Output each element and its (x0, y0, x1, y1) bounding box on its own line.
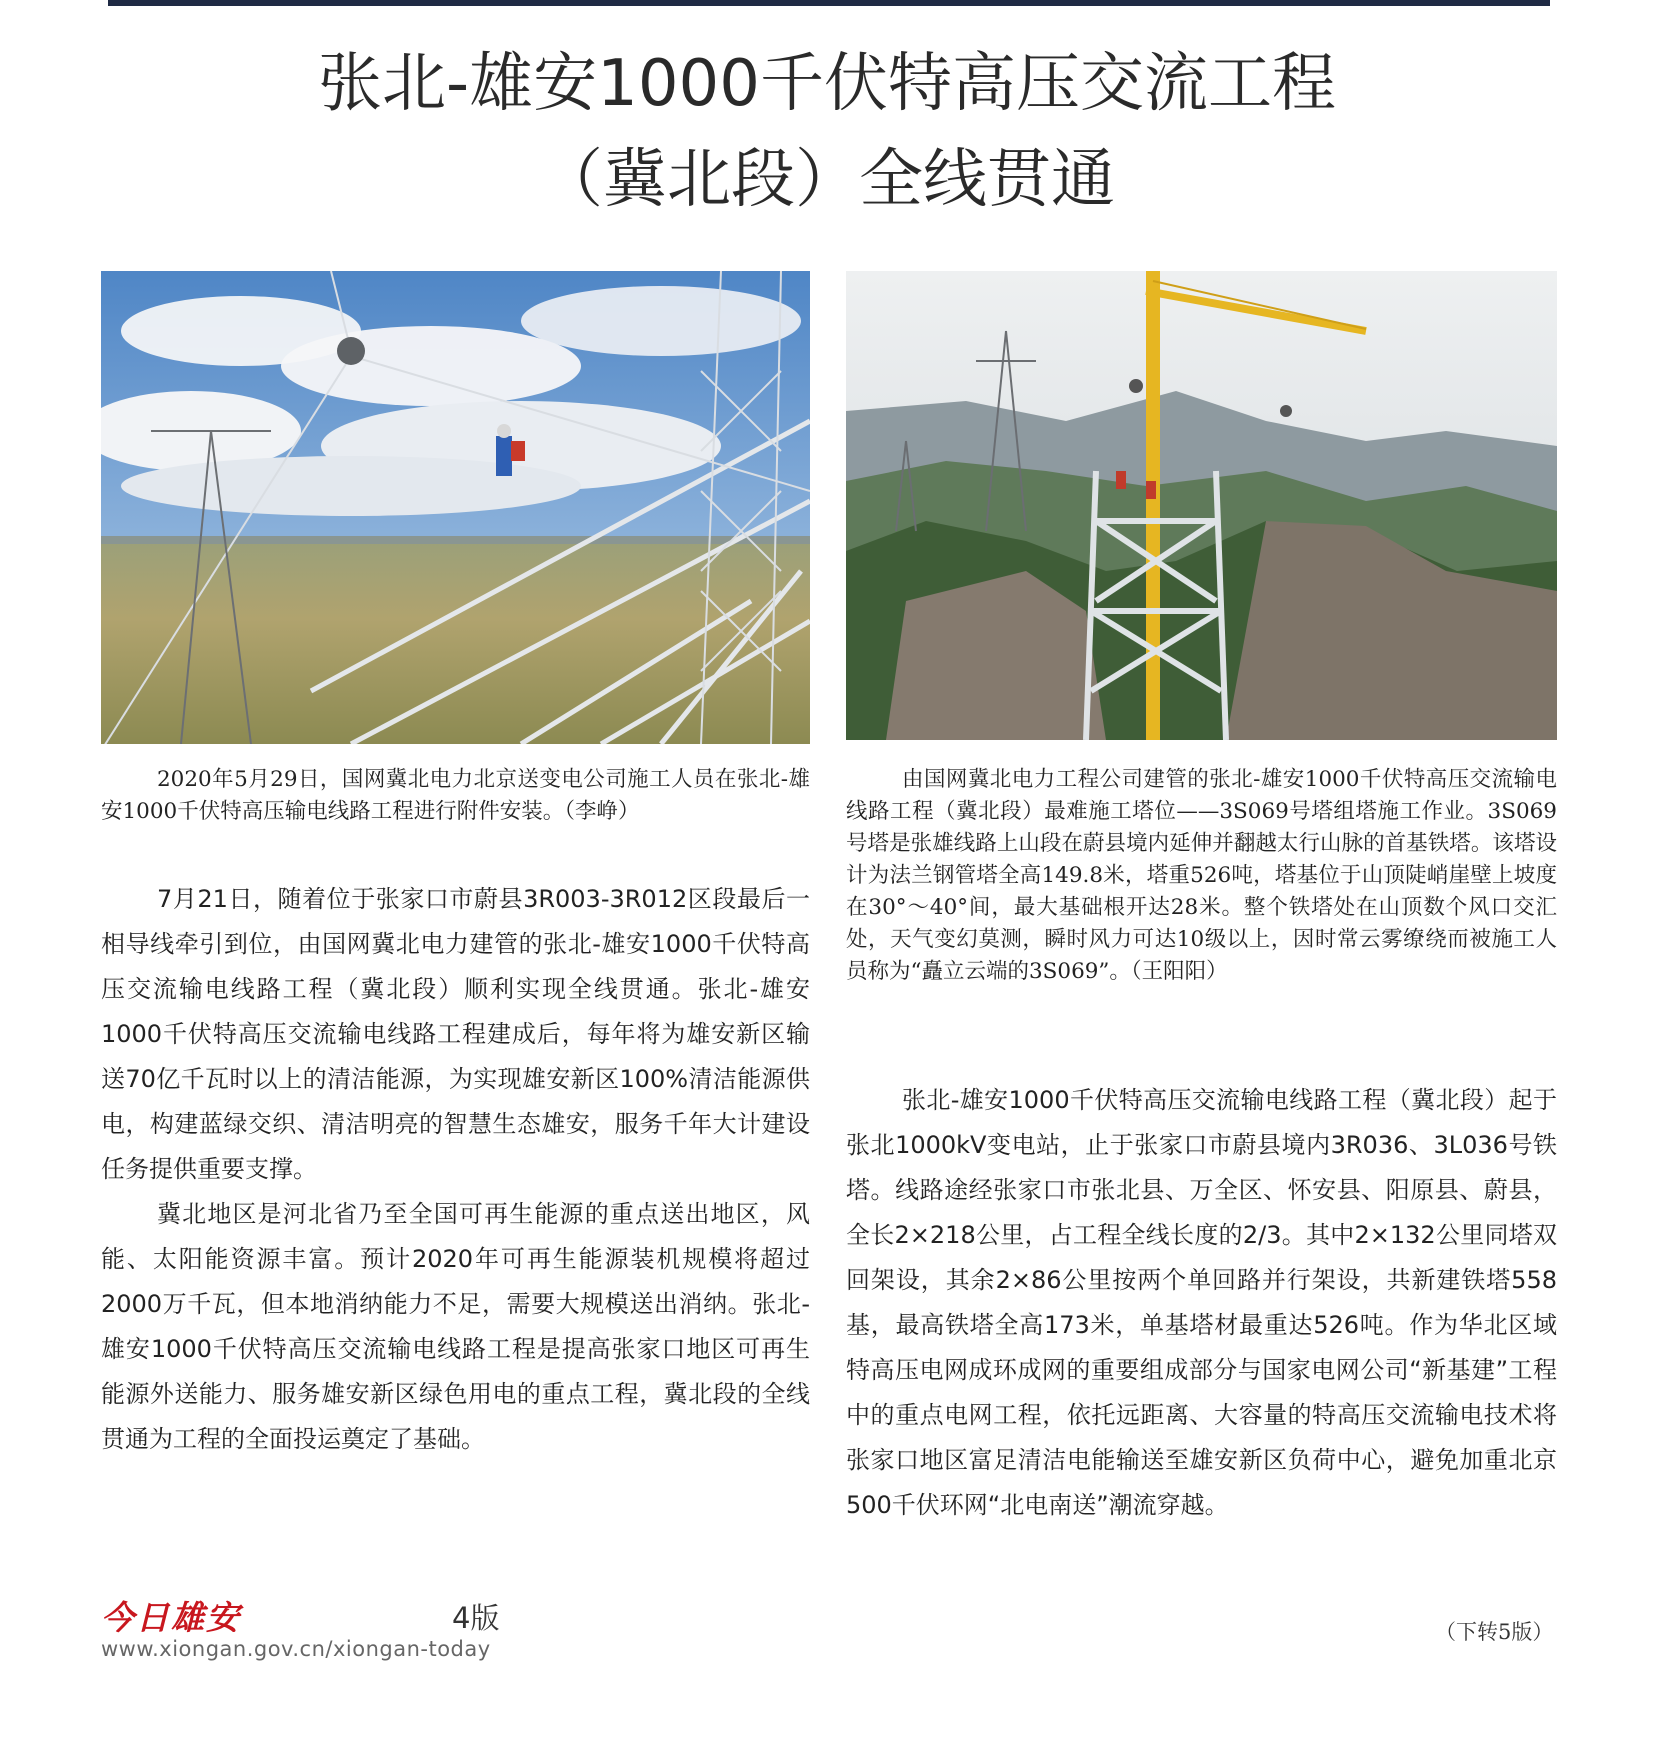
continued-note: （下转5版） (1435, 1620, 1554, 1644)
top-rule (108, 0, 1550, 6)
edition-number: 4版 (452, 1601, 500, 1635)
photo-caption-right: 由国网冀北电力工程公司建管的张北-雄安1000千伏特高压交流输电线路工程（冀北段）最难施工塔位——3S069号塔组塔施工作业。3S069号塔是张雄线路上山段在蔚县境内延伸并翻越太行山脉的首基铁塔。该塔设计为法兰钢管塔全高149.8米，塔重526吨，塔基位于山顶陡峭崖壁上坡度在30°～40°间，最大基础根开达28米。整个铁塔处在山顶数个风口交汇处，天气变幻莫测，瞬时风力可达10级以上，因时常云雾缭绕而被施工人员称为“矗立云端的3S069”。（王阳阳） (846, 767, 1557, 984)
publication-url[interactable]: www.xiongan.gov.cn/xiongan-today (101, 1637, 491, 1661)
article-paragraph: 张北-雄安1000千伏特高压交流输电线路工程（冀北段）起于张北1000kV变电站，止于张家口市蔚县境内3R036、3L036号铁塔。线路途经张家口市张北县、万全区、怀安县、阳原县、蔚县，全长2×218公里，占工程全线长度的2/3。其中2×132公里同塔双回架设，其余2×86公里按两个单回路并行架设，共新建铁塔558基，最高铁塔全高173米，单基塔材最重达526吨。作为华北区域特高压电网成环成网的重要组成部分与国家电网公司“新基建”工程中的重点电网工程，依托远距离、大容量的特高压交流输电技术将张家口地区富足清洁电能输送至雄安新区负荷中心，避免加重北京500千伏环网“北电南送”潮流穿越。 (846, 1086, 1557, 1519)
publication-logo: 今日雄安 (101, 1598, 241, 1637)
photo-tower-worker (101, 271, 810, 744)
photo-caption-left: 2020年5月29日，国网冀北电力北京送变电公司施工人员在张北-雄安1000千伏特高压输电线路工程进行附件安装。（李峥） (101, 767, 810, 824)
headline-line-1: 张北-雄安1000千伏特高压交流工程 (318, 47, 1336, 121)
photo-mountain-tower (846, 271, 1557, 740)
article-paragraph: 冀北地区是河北省乃至全国可再生能源的重点送出地区，风能、太阳能资源丰富。预计2020年可再生能源装机规模将超过2000万千瓦，但本地消纳能力不足，需要大规模送出消纳。张北-雄安1000千伏特高压交流输电线路工程是提高张家口地区可再生能源外送能力、服务雄安新区绿色用电的重点工程，冀北段的全线贯通为工程的全面投运奠定了基础。 (101, 1200, 810, 1453)
article-column-left (101, 877, 810, 1462)
article-paragraph: 7月21日，随着位于张家口市蔚县3R003-3R012区段最后一相导线牵引到位，由国网冀北电力建管的张北-雄安1000千伏特高压交流输电线路工程（冀北段）顺利实现全线贯通。张北-雄安1000千伏特高压交流输电线路工程建成后，每年将为雄安新区输送70亿千瓦时以上的清洁能源，为实现雄安新区100%清洁能源供电，构建蓝绿交织、清洁明亮的智慧生态雄安，服务千年大计建设任务提供重要支撑。 (101, 885, 810, 1183)
headline-line-2: （冀北段）全线贯通 (539, 143, 1115, 217)
article-column-right (846, 1078, 1557, 1528)
